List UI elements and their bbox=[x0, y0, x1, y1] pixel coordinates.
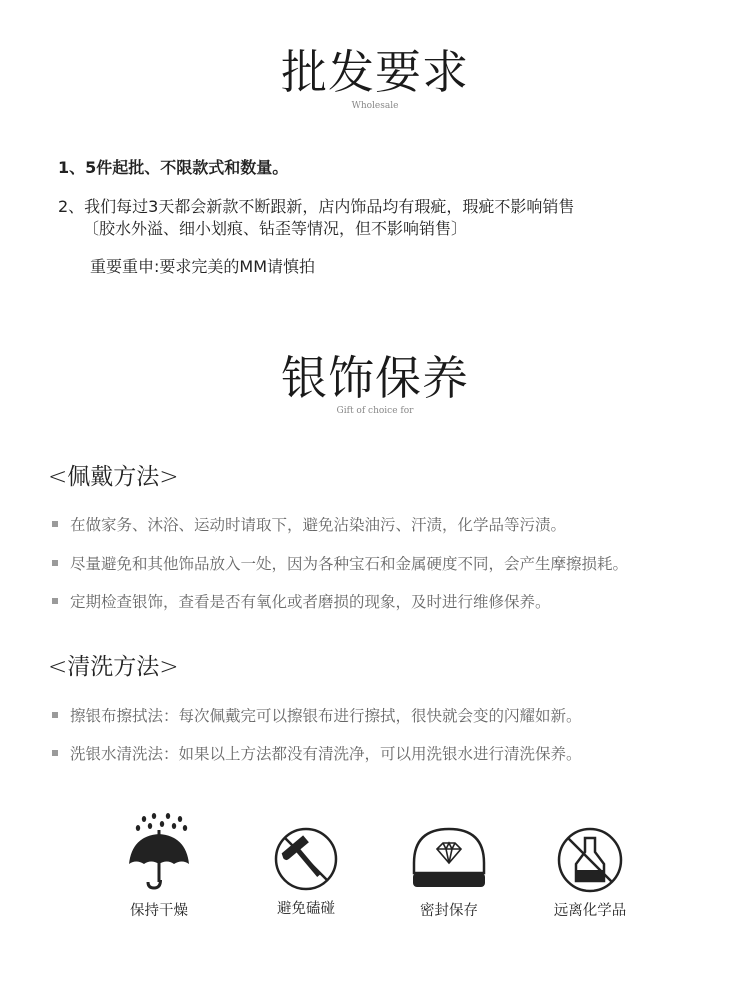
icon-label-avoid-bumps: 避免磕碰 bbox=[277, 901, 335, 917]
wholesale-rule-2: 2、我们每过3天都会新款不断跟新，店内饰品均有瑕疵，瑕疵不影响销售 bbox=[58, 197, 575, 216]
wholesale-title: 批发要求 bbox=[281, 45, 469, 99]
icon-label-sealed-storage: 密封保存 bbox=[420, 903, 478, 919]
list-item bbox=[52, 704, 582, 726]
icon-label-avoid-chemicals: 远离化学品 bbox=[553, 903, 627, 919]
wearing-tip-3: 定期检查银饰，查看是否有氧化或者磨损的现象，及时进行维修保养。 bbox=[70, 593, 551, 611]
no-hammer-icon bbox=[273, 826, 339, 892]
wearing-heading: <佩戴方法> bbox=[48, 464, 179, 490]
list-item bbox=[52, 552, 628, 574]
cleaning-heading: <清洗方法> bbox=[48, 654, 179, 680]
bullet-square-icon bbox=[52, 750, 58, 756]
sealed-box-diamond-icon bbox=[410, 825, 488, 891]
no-chemical-icon bbox=[556, 826, 624, 894]
umbrella-icon bbox=[124, 812, 194, 892]
cleaning-tip-2: 洗银水清洗法：如果以上方法都没有清洗净，可以用洗银水进行清洗保养。 bbox=[70, 745, 582, 763]
bullet-square-icon bbox=[52, 560, 58, 566]
wholesale-rule-2-note: 〔胶水外溢、细小划痕、钻歪等情况，但不影响销售〕 bbox=[83, 219, 468, 238]
bullet-square-icon bbox=[52, 598, 58, 604]
wholesale-notice: 重要重申:要求完美的MM请慎拍 bbox=[90, 257, 316, 276]
wholesale-subtitle: Wholesale bbox=[351, 101, 399, 111]
cleaning-tip-1: 擦银布擦拭法：每次佩戴完可以擦银布进行擦拭，很快就会变的闪耀如新。 bbox=[70, 707, 582, 725]
wearing-tip-2: 尽量避免和其他饰品放入一处，因为各种宝石和金属硬度不同，会产生摩擦损耗。 bbox=[70, 555, 629, 573]
bullet-square-icon bbox=[52, 712, 58, 718]
bullet-square-icon bbox=[52, 521, 58, 527]
icon-label-keep-dry: 保持干燥 bbox=[130, 903, 188, 919]
wearing-tip-1: 在做家务、沐浴、运动时请取下，避免沾染油污、汗渍，化学品等污渍。 bbox=[70, 516, 567, 534]
wholesale-rule-1: 1、5件起批、不限款式和数量。 bbox=[58, 158, 289, 177]
list-item bbox=[52, 742, 582, 764]
care-title: 银饰保养 bbox=[281, 351, 469, 405]
list-item bbox=[52, 590, 551, 612]
list-item bbox=[52, 513, 566, 535]
care-subtitle: Gift of choice for bbox=[336, 406, 414, 416]
